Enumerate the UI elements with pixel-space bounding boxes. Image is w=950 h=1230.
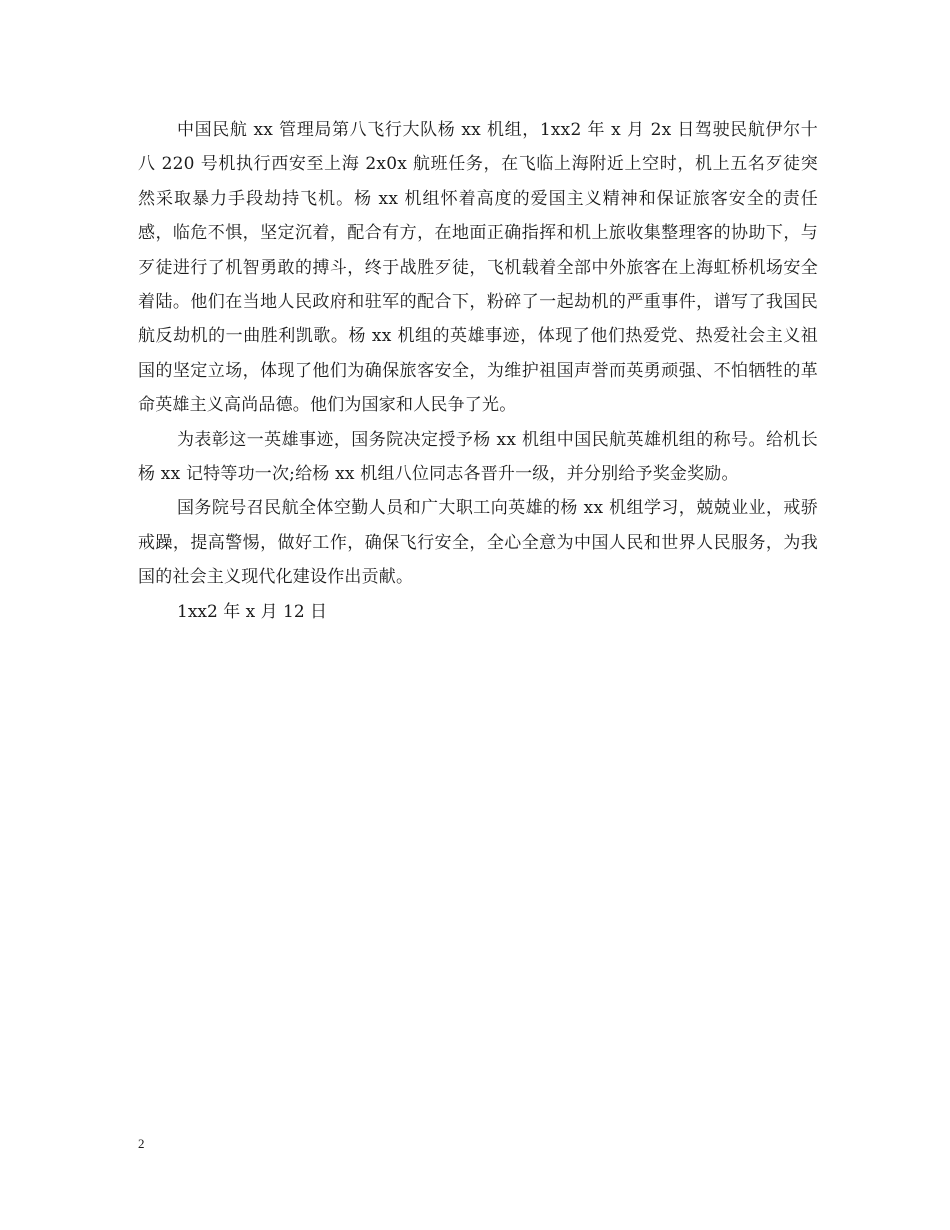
document-date: 1xx2 年 x 月 12 日 bbox=[177, 601, 328, 622]
document-body bbox=[138, 113, 818, 629]
paragraph-3: 国务院号召民航全体空勤人员和广大职工向英雄的杨 xx 机组学习，兢兢业业，戒骄戒躁，提高警惕，做好工作，确保飞行安全，全心全意为中国人民和世界人民服务，为我国的社会主义现代化建设作出贡献。 bbox=[138, 498, 818, 588]
paragraph-2: 为表彰这一英雄事迹，国务院决定授予杨 xx 机组中国民航英雄机组的称号。给机长杨 xx 记特等功一次;给杨 xx 机组八位同志各晋升一级，并分别给予奖金奖励。 bbox=[138, 429, 818, 485]
page-number: 2 bbox=[138, 1136, 145, 1151]
paragraph-1: 中国民航 xx 管理局第八飞行大队杨 xx 机组，1xx2 年 x 月 2x 日驾驶民航伊尔十八 220 号机执行西安至上海 2x0x 航班任务，在飞临上海附近上空时，机上五名歹徒突然采取暴力手段劫持飞机。杨 xx 机组怀着高度的爱国主义精神和保证旅客安全的责任感，临危不惧，坚定沉着，配合有方，在地面正确指挥和机上旅收集整理客的协助下，与歹徒进行了机智勇敢的搏斗，终于战胜歹徒，飞机载着全部中外旅客在上海虹桥机场安全着陆。他们在当地人民政府和驻军的配合下，粉碎了一起劫机的严重事件，谱写了我国民航反劫机的一曲胜利凯歌。杨 xx 机组的英雄事迹，体现了他们热爱党、热爱社会主义祖国的坚定立场，体现了他们为确保旅客安全，为维护祖国声誉而英勇顽强、不怕牺牲的革命英雄主义高尚品德。他们为国家和人民争了光。 bbox=[138, 120, 818, 416]
